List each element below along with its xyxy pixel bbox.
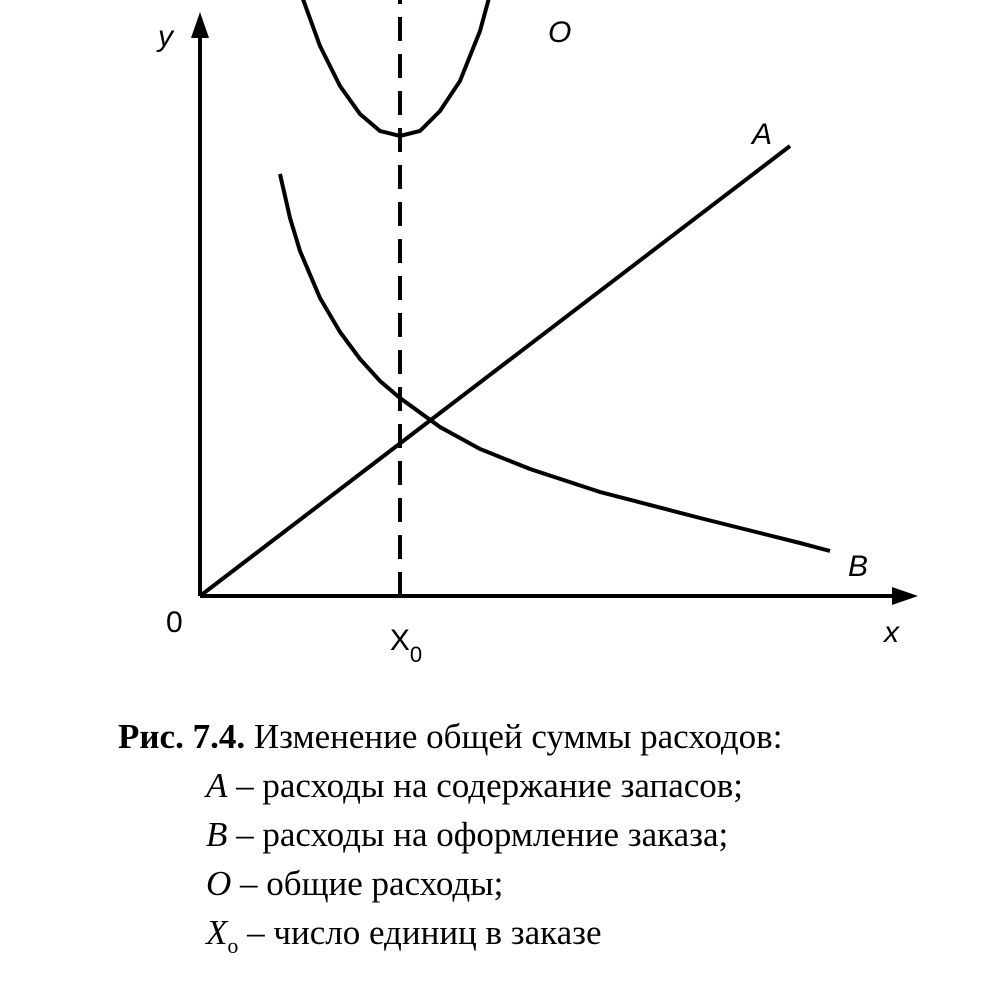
x-axis <box>200 587 918 649</box>
y-axis-arrow <box>191 12 209 38</box>
caption-symbol: B <box>206 815 228 854</box>
caption-symbol: O <box>206 864 232 903</box>
caption-text: – число единиц в заказе <box>238 913 602 952</box>
caption-item-a <box>118 761 968 810</box>
label-a: A <box>752 118 773 151</box>
caption-symbol: A <box>206 766 228 805</box>
caption-item-x <box>118 908 968 970</box>
y-axis <box>156 12 209 596</box>
x-axis-label: x <box>884 616 899 649</box>
caption-item-o <box>118 859 968 908</box>
figure-caption <box>118 712 968 970</box>
caption-symbol: X <box>206 913 228 952</box>
caption-title-line <box>118 712 968 761</box>
label-b: B <box>848 550 869 583</box>
label-o: O <box>548 16 572 49</box>
series-o-line <box>270 0 520 136</box>
x-axis-arrow <box>892 587 918 605</box>
y-axis-label: y <box>158 20 173 53</box>
caption-text: – расходы на оформление заказа; <box>227 815 729 854</box>
caption-text: – расходы на содержание запасов; <box>227 766 744 805</box>
x0-tick-label <box>390 624 422 667</box>
caption-title: Изменение общей суммы расходов: <box>253 717 783 756</box>
caption-item-b <box>118 810 968 859</box>
caption-text: – общие расходы; <box>231 864 504 903</box>
caption-subscript: o <box>227 933 239 958</box>
series-b-line <box>280 174 830 551</box>
x0-tick-symbol: X <box>389 624 410 657</box>
figure-number: Рис. 7.4. <box>118 717 246 756</box>
origin-label: 0 <box>166 606 183 639</box>
x0-tick-subscript: 0 <box>409 642 423 667</box>
